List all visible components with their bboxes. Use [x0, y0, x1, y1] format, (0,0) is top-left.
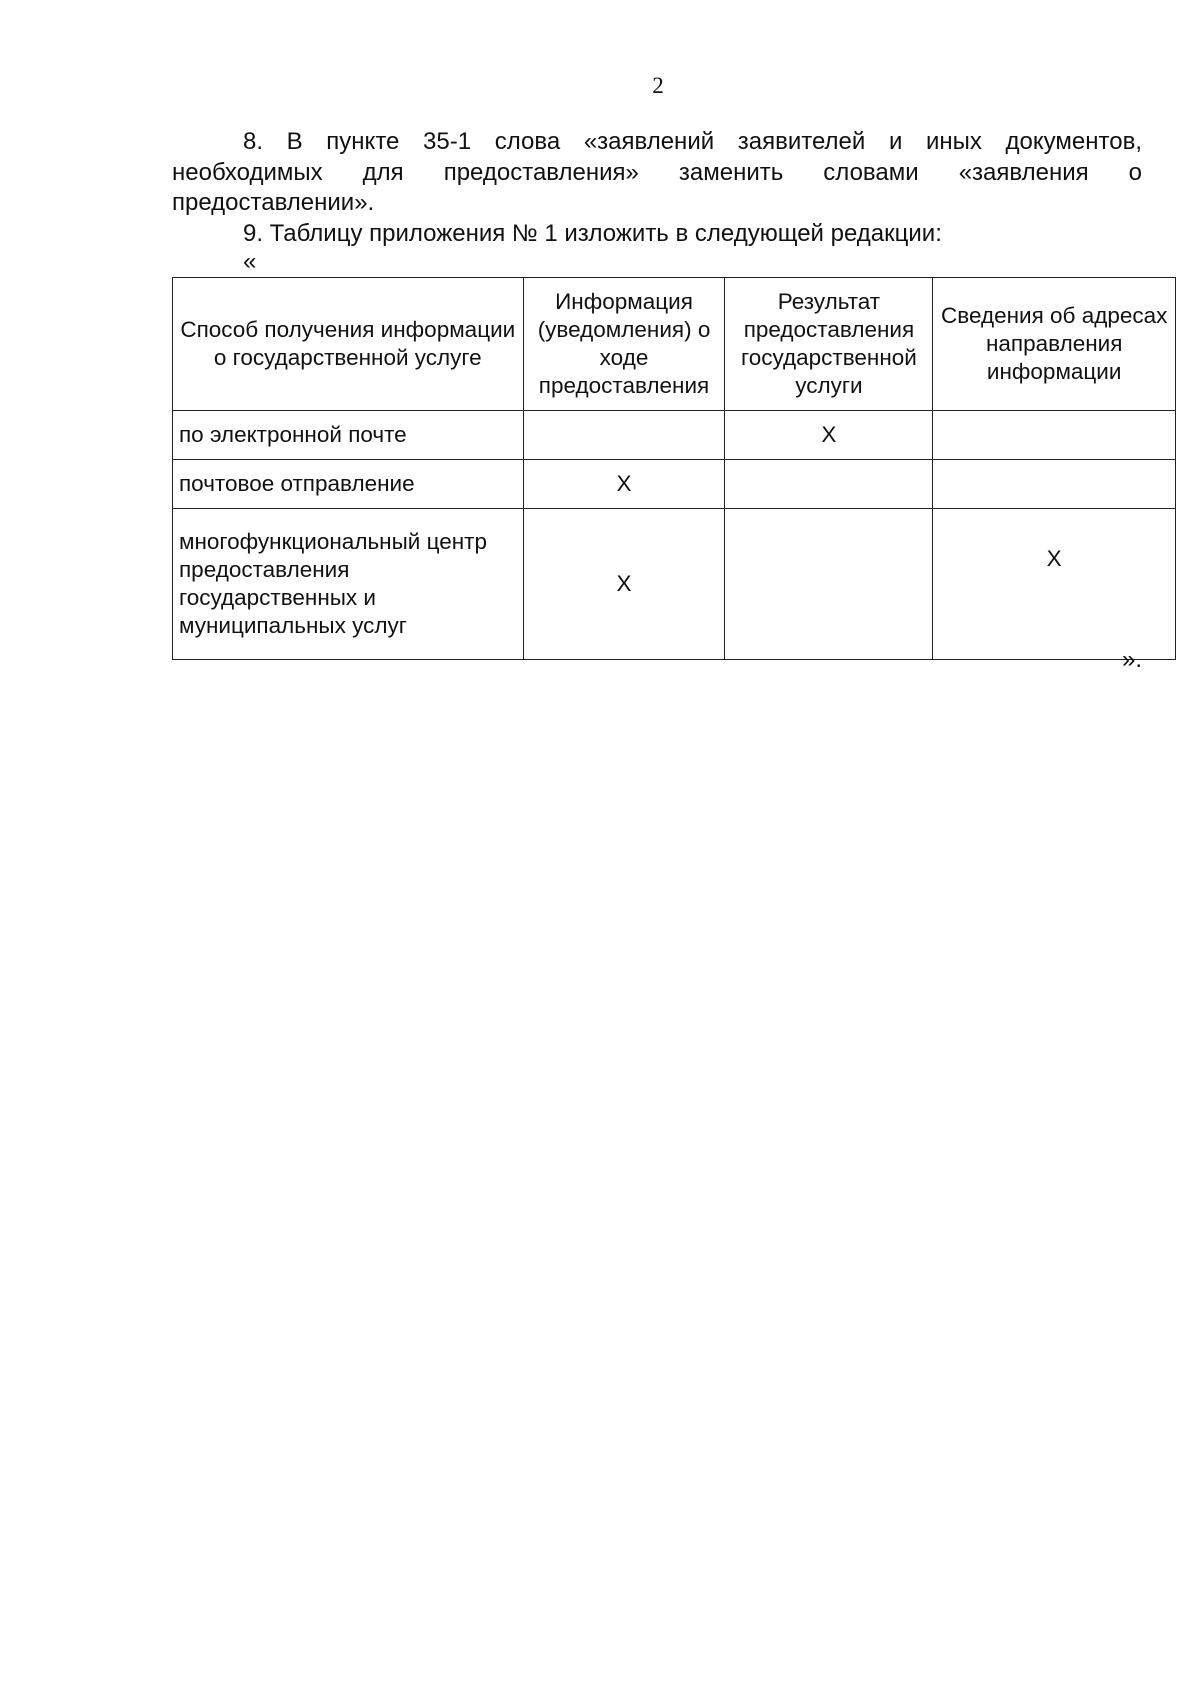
table-cell	[523, 411, 725, 460]
header-method: Способ получения информации о государственной услуге	[173, 278, 524, 411]
table-row	[173, 509, 1176, 660]
table-cell	[725, 509, 933, 660]
paragraph-8: 8. В пункте 35-1 слова «заявлений заявителей и иных документов, необходимых для предоставления» заменить словами «заявления о предоставлении».	[172, 128, 1142, 216]
closing-quote: ».	[1122, 646, 1143, 673]
table-cell	[933, 460, 1176, 509]
page-number: 2	[652, 73, 664, 98]
table-cell	[725, 460, 933, 509]
table-cell: X	[933, 509, 1176, 660]
table-cell: X	[523, 509, 725, 660]
table-cell: многофункциональный центр предоставления государственных и муниципальных услуг	[173, 509, 524, 660]
table-cell: по электронной почте	[173, 411, 524, 460]
paragraph-9: 9. Таблицу приложения № 1 изложить в следующей редакции:	[243, 219, 942, 247]
table-row	[173, 411, 1176, 460]
annex-table	[172, 277, 1176, 660]
table-cell: X	[725, 411, 933, 460]
opening-quote: «	[243, 248, 257, 275]
table-cell: X	[523, 460, 725, 509]
document-body	[172, 127, 1142, 275]
table-cell: почтовое отправление	[173, 460, 524, 509]
header-addresses: Сведения об адресах направления информации	[933, 278, 1176, 411]
table-cell	[933, 411, 1176, 460]
table-header-row	[173, 278, 1176, 411]
header-progress-info: Информация (уведомления) о ходе предоставления	[523, 278, 725, 411]
table-row	[173, 460, 1176, 509]
header-result: Результат предоставления государственной услуги	[725, 278, 933, 411]
